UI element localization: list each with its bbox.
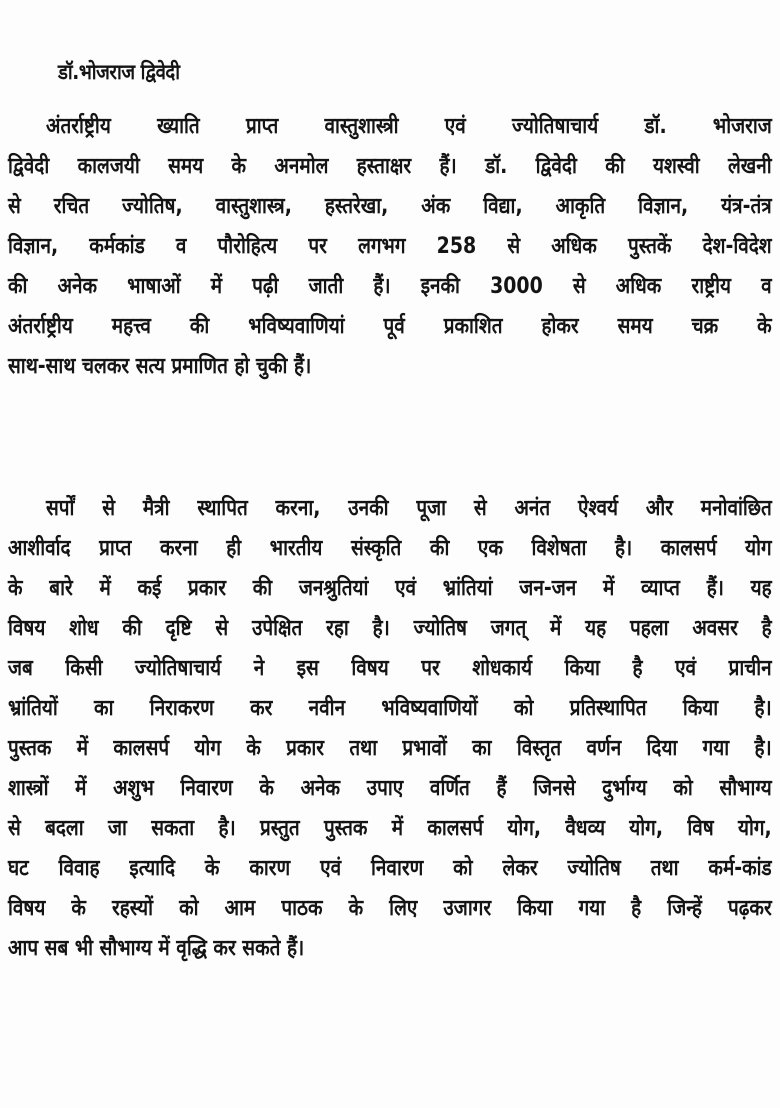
text-line: विषय के रहस्यों को आम पाठक के लिए उजागर किया गया है जिन्हें पढ़कर	[8, 896, 772, 921]
text-line: साथ-साथ चलकर सत्य प्रमाणित हो चुकी हैं।	[8, 354, 312, 379]
text-line: घट विवाह इत्यादि के कारण एवं निवारण को लेकर ज्योतिष तथा कर्म-कांड	[8, 856, 772, 881]
text-line: अंतर्राष्ट्रीय महत्त्व की भविष्यवाणियां पूर्व प्रकाशित होकर समय चक्र के	[8, 314, 772, 339]
text-line: सर्पों से मैत्री स्थापित करना, उनकी पूजा से अनंत ऐश्वर्य और मनोवांछित	[46, 496, 772, 521]
text-line: विज्ञान, कर्मकांड व पौरोहित्य पर लगभग 258 से अधिक पुस्तकें देश-विदेश	[8, 234, 772, 259]
text-line: से बदला जा सकता है। प्रस्तुत पुस्तक में कालसर्प योग, वैधव्य योग, विष योग,	[8, 816, 772, 841]
text-line: अंतर्राष्ट्रीय ख्याति प्राप्त वास्तुशास्त्री एवं ज्योतिषाचार्य डॉ. भोजराज	[46, 114, 772, 139]
author-name: डॉ.भोजराज द्विवेदी	[58, 60, 180, 84]
text-line: पुस्तक में कालसर्प योग के प्रकार तथा प्रभावों का विस्तृत वर्णन दिया गया है।	[8, 736, 772, 761]
text-line: द्विवेदी कालजयी समय के अनमोल हस्ताक्षर हैं। डॉ. द्विवेदी की यशस्वी लेखनी	[8, 154, 772, 179]
text-line: के बारे में कई प्रकार की जनश्रुतियां एवं भ्रांतियां जन-जन में व्याप्त हैं। यह	[8, 576, 772, 601]
text-line: भ्रांतियों का निराकरण कर नवीन भविष्यवाणियों को प्रतिस्थापित किया है।	[8, 696, 772, 721]
text-line: की अनेक भाषाओं में पढ़ी जाती हैं। इनकी 3000 से अधिक राष्ट्रीय व	[8, 274, 772, 299]
text-line: आशीर्वाद प्राप्त करना ही भारतीय संस्कृति की एक विशेषता है। कालसर्प योग	[8, 536, 772, 561]
text-line: आप सब भी सौभाग्य में वृद्धि कर सकते हैं।	[8, 936, 305, 961]
text-line: जब किसी ज्योतिषाचार्य ने इस विषय पर शोधकार्य किया है एवं प्राचीन	[8, 656, 772, 681]
text-line: शास्त्रों में अशुभ निवारण के अनेक उपाए वर्णित हैं जिनसे दुर्भाग्य को सौभाग्य	[8, 776, 772, 801]
text-line: से रचित ज्योतिष, वास्तुशास्त्र, हस्तरेखा, अंक विद्या, आकृति विज्ञान, यंत्र-तंत्र	[8, 194, 772, 219]
text-line: विषय शोध की दृष्टि से उपेक्षित रहा है। ज्योतिष जगत् में यह पहला अवसर है	[8, 616, 772, 641]
